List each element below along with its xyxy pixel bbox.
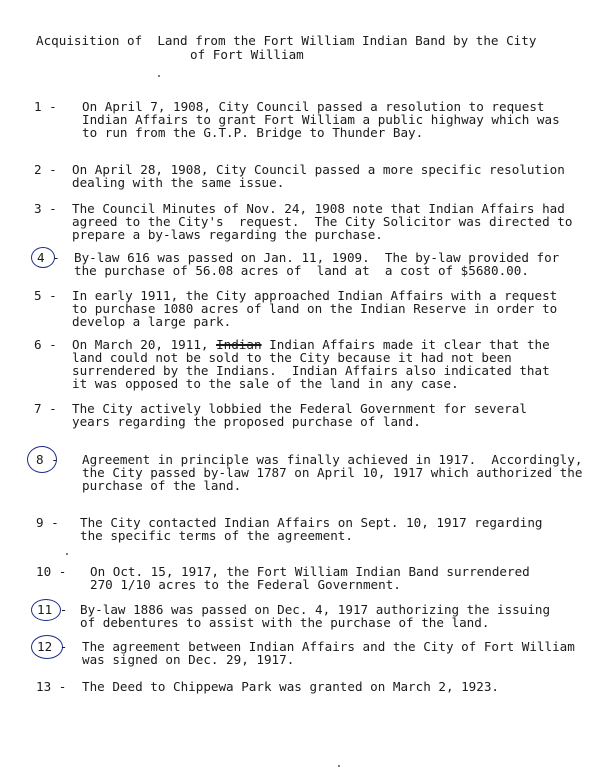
document-title-line1: Acquisition of Land from the Fort William Indian Band by the City [36, 33, 537, 48]
item-text-line: 270 1/10 acres to the Federal Government. [90, 577, 401, 592]
item-number: 13 - [36, 679, 67, 694]
item-number: 9 - [36, 515, 59, 530]
scan-speck [338, 765, 340, 767]
item-text-line: The Council Minutes of Nov. 24, 1908 note that Indian Affairs had [72, 201, 565, 216]
item-text-line: The City contacted Indian Affairs on Sept. 10, 1917 regarding [80, 515, 543, 530]
item-number: 7 - [34, 401, 57, 416]
scan-speck [66, 553, 68, 555]
item-text-line: agreed to the City's request. The City Solicitor was directed to [72, 214, 573, 229]
item-text-line: On March 20, 1911, Indian Indian Affairs made it clear that the [72, 337, 550, 352]
item-text-line: was signed on Dec. 29, 1917. [82, 652, 295, 667]
scan-speck [158, 75, 160, 77]
item-number: 2 - [34, 162, 57, 177]
item-text-line: By-law 616 was passed on Jan. 11, 1909. The by-law provided for [74, 250, 560, 265]
item-text-line: On April 7, 1908, City Council passed a resolution to request [82, 99, 545, 114]
item-text-line: On April 28, 1908, City Council passed a more specific resolution [72, 162, 565, 177]
item-number: 3 - [34, 201, 57, 216]
item-text-line: years regarding the proposed purchase of land. [72, 414, 421, 429]
item-text-line: land could not be sold to the City because it had not been [72, 350, 512, 365]
document-title-line2: of Fort William [190, 47, 304, 62]
item-text-line: Agreement in principle was finally achieved in 1917. Accordingly, [82, 452, 583, 467]
item-text-line: the purchase of 56.08 acres of land at a cost of $5680.00. [74, 263, 529, 278]
item-text-line: develop a large park. [72, 314, 232, 329]
item-text-line: the specific terms of the agreement. [80, 528, 353, 543]
item-text-line: The agreement between Indian Affairs and the City of Fort William [82, 639, 575, 654]
item-text-line: surrendered by the Indians. Indian Affairs also indicated that [72, 363, 550, 378]
item-text-line: to purchase 1080 acres of land on the Indian Reserve in order to [72, 301, 558, 316]
item-number: 12 - [37, 639, 68, 654]
struck-word: Indian [216, 337, 262, 352]
item-text-line: it was opposed to the sale of the land in any case. [72, 376, 459, 391]
item-text-line: to run from the G.T.P. Bridge to Thunder Bay. [82, 125, 424, 140]
item-number: 5 - [34, 288, 57, 303]
item-text-line: The Deed to Chippewa Park was granted on March 2, 1923. [82, 679, 500, 694]
item-number: 4 - [37, 250, 60, 265]
item-text-line: dealing with the same issue. [72, 175, 285, 190]
item-number: 8 - [36, 452, 59, 467]
item-text-line: By-law 1886 was passed on Dec. 4, 1917 authorizing the issuing [80, 602, 551, 617]
item-number: 6 - [34, 337, 57, 352]
item-text-line: purchase of the land. [82, 478, 242, 493]
item-text-line: In early 1911, the City approached Indian Affairs with a request [72, 288, 558, 303]
item-number: 10 - [36, 564, 67, 579]
item-number: 11 - [37, 602, 68, 617]
item-text-line: Indian Affairs to grant Fort William a public highway which was [82, 112, 560, 127]
item-text-line: of debentures to assist with the purchase of the land. [80, 615, 490, 630]
item-number: 1 - [34, 99, 57, 114]
item-text-line: On Oct. 15, 1917, the Fort William Indian Band surrendered [90, 564, 530, 579]
item-text-line: the City passed by-law 1787 on April 10, 1917 which authorized the [82, 465, 583, 480]
item-text-line: The City actively lobbied the Federal Government for several [72, 401, 527, 416]
item-text-line: prepare a by-laws regarding the purchase. [72, 227, 383, 242]
